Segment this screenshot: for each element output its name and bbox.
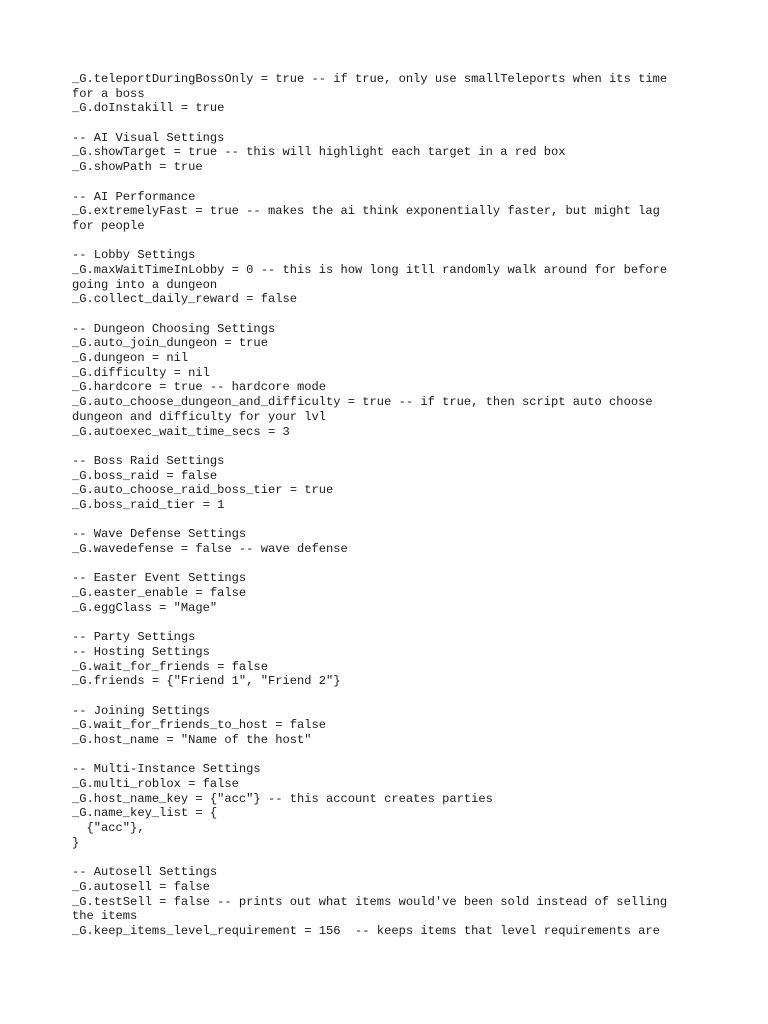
code-line: _G.multi_roblox = false [72,777,239,791]
code-line: _G.autosell = false [72,879,210,894]
code-line: going into a dungeon [72,277,218,292]
code-line: _G.doInstakill = true [72,101,225,116]
code-line: _G.boss_raid = false [72,468,218,483]
code-line: _G.wavedefense = false -- wave defense [72,542,348,556]
code-line: _G.showPath = true [72,160,203,175]
code-line: for people [72,218,145,233]
code-line: _G.keep_items_level_requirement = 156 -- keeps items that level requirements are [72,923,660,938]
blank-line [72,439,702,454]
code-line: _G.auto_choose_raid_boss_tier = true [72,483,334,498]
code-line: dungeon and difficulty for your lvl [72,409,327,424]
code-line: _G.eggClass = "Mage" [72,600,218,615]
section-comment-line: -- AI Performance [72,189,196,204]
code-line: _G.auto_join_dungeon = true [72,336,268,351]
code-line: for a boss [72,86,145,101]
code-line: _G.friends = {"Friend 1", "Friend 2"} [72,674,341,689]
blank-line [72,748,702,763]
code-line: _G.extremelyFast = true -- makes the ai think exponentially faster, but might lag [72,204,660,219]
document-page [72,72,702,939]
code-line: {"acc"}, [72,821,145,836]
blank-line [72,175,702,190]
code-line: _G.collect_daily_reward = false [72,292,297,307]
code-line: _G.difficulty = nil [72,365,210,380]
section-comment-line: -- Joining Settings [72,703,210,718]
section-comment-line: -- Hosting Settings [72,644,210,659]
blank-line [72,513,702,528]
blank-line [72,615,702,630]
section-comment-line: -- Multi-Instance Settings [72,762,261,777]
section-comment-line: -- Dungeon Choosing Settings [72,321,276,336]
code-line: the items [72,909,138,924]
code-line: _G.host_name_key = {"acc"} -- this account creates parties [72,791,493,806]
blank-line [72,689,702,704]
code-line: _G.dungeon = nil [72,351,189,366]
blank-line [72,307,702,322]
blank-line [72,557,702,572]
section-comment-line: -- Boss Raid Settings [72,453,225,468]
blank-line [72,234,702,249]
section-comment-line: -- AI Visual Settings [72,130,225,145]
code-line: _G.showTarget = true -- this will highlight each target in a red box [72,145,566,160]
code-line: _G.host_name = "Name of the host" [72,732,312,747]
code-line: _G.hardcore = true -- hardcore mode [72,380,327,395]
code-line: _G.wait_for_friends = false [72,659,268,674]
code-line: _G.auto_choose_dungeon_and_difficulty = true -- if true, then script auto choose [72,395,653,410]
code-line: _G.autoexec_wait_time_secs = 3 [72,424,290,439]
section-comment-line: -- Lobby Settings [72,248,196,263]
code-line: _G.testSell = false -- prints out what items would've been sold instead of selling [72,894,668,909]
code-line: _G.wait_for_friends_to_host = false [72,718,327,733]
code-line: _G.teleportDuringBossOnly = true -- if true, only use smallTeleports when its time [72,72,668,86]
code-line: _G.name_key_list = { [72,806,218,821]
section-comment-line: -- Autosell Settings [72,865,218,880]
code-line: _G.maxWaitTimeInLobby = 0 -- this is how long itll randomly walk around for before [72,262,668,277]
code-line: } [72,835,80,850]
blank-line [72,850,702,865]
code-line: _G.boss_raid_tier = 1 [72,497,225,512]
section-comment-line: -- Wave Defense Settings [72,527,247,542]
section-comment-line: -- Easter Event Settings [72,571,247,586]
code-line: _G.easter_enable = false [72,586,247,601]
section-comment-line: -- Party Settings [72,630,196,645]
blank-line [72,116,702,131]
